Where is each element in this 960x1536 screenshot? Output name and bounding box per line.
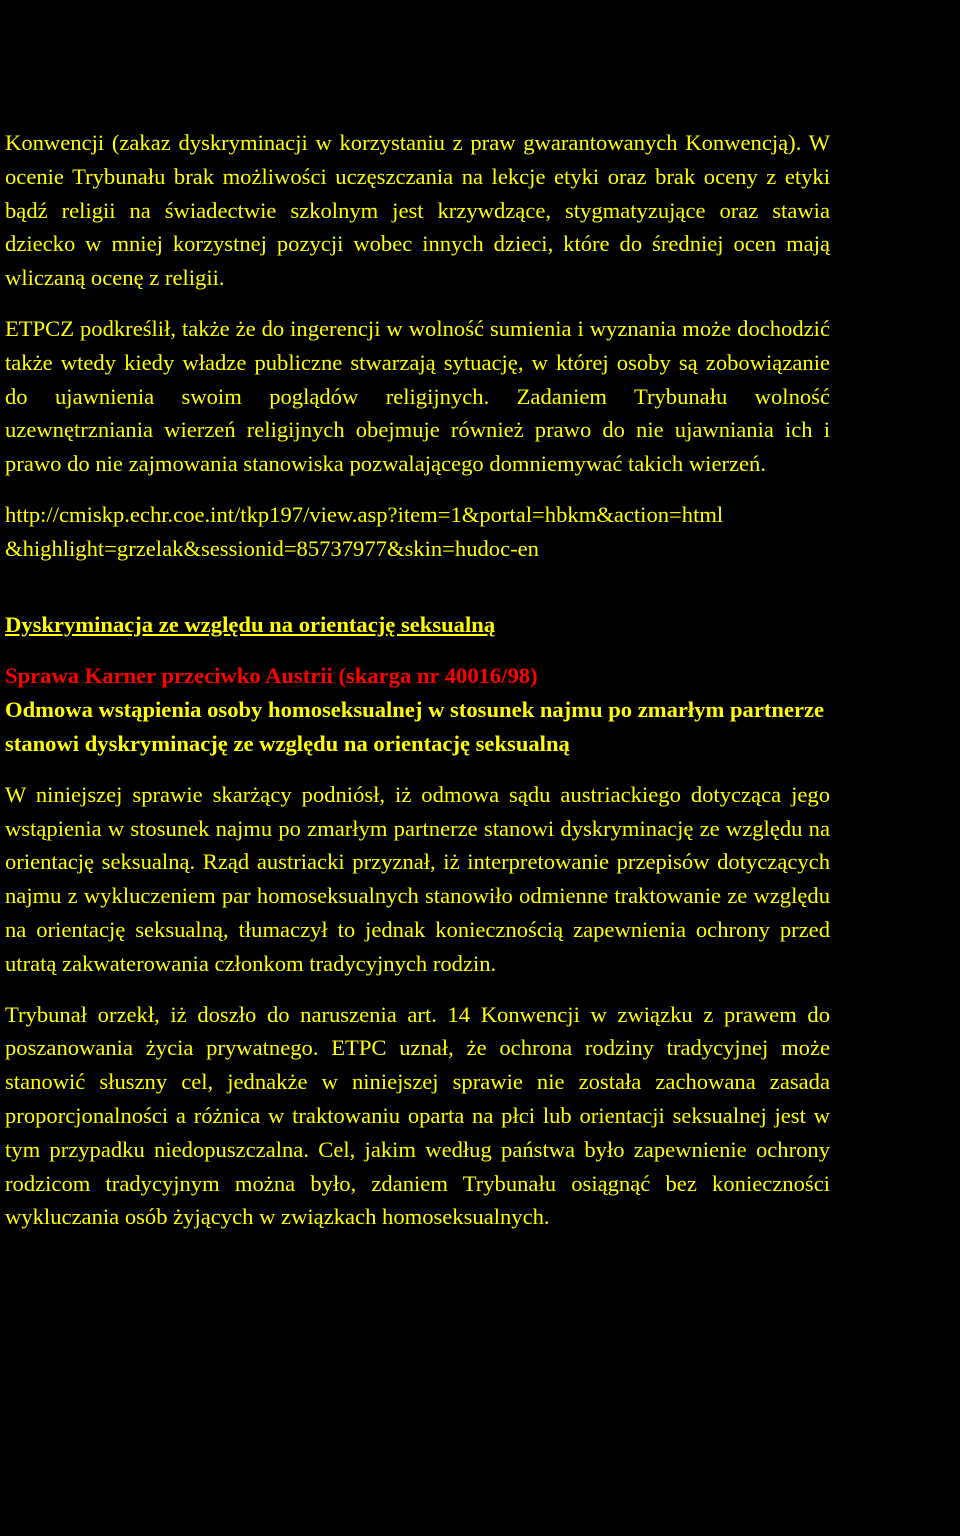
source-url: [5, 498, 825, 566]
paragraph-discrimination-religion: Konwencji (zakaz dyskryminacji w korzystaniu z praw gwarantowanych Konwencją). W ocenie Trybunału brak możliwości uczęszczania na lekcje etyki oraz brak oceny z etyki bądź religii na świadectwie szkolnym jest krzywdzące, stygmatyzujące oraz stawia dziecko w mniej korzystnej pozycji wobec innych dzieci, które do średniej ocen mają wliczaną ocenę z religii.: [5, 130, 830, 291]
source-url-line-2: &highlight=grzelak&sessionid=85737977&skin=hudoc-en: [5, 535, 539, 561]
paragraph-court-ruling: Trybunał orzekł, iż doszło do naruszenia art. 14 Konwencji w związku z prawem do poszanowania życia prywatnego. ETPC uznał, że ochrona rodziny tradycyjnej może stanowić słuszny cel, jednakże w niniejszej sprawie nie została zachowana zasada proporcjonalności a różnica w traktowaniu oparta na płci lub orientacji seksualnej jest w tym przypadku niedopuszczalna. Cel, jakim według państwa było zapewnienie ochrony rodzicom tradycyjnym można było, zdaniem Trybunału osiągnąć bez konieczności wykluczania osób żyjących w związkach homoseksualnych.: [5, 1001, 830, 1230]
paragraph-freedom-of-conscience: ETPCZ podkreślił, także że do ingerencji w wolność sumienia i wyznania może dochodzić także wtedy kiedy władze publiczne stwarzają sytuację, w której osoby są zobowiązanie do ujawnienia swoim poglądów religijnych. Zadaniem Trybunału wolność uzewnętrzniania wierzeń religijnych obejmuje również prawo do nie ujawniania ich i prawo do nie zajmowania stanowiska pozwalającego domniemywać takich wierzeń.: [5, 315, 830, 477]
case-title: Sprawa Karner przeciwko Austrii (skarga nr 40016/98): [5, 663, 538, 689]
paragraph-case-facts: W niniejszej sprawie skarżący podniósł, iż odmowa sądu austriackiego dotycząca jego wstąpienia w stosunek najmu po zmarłym partnerze stanowi dyskryminację ze względu na orientację seksualną. Rząd austriacki przyznał, iż interpretowanie przepisów dotyczących najmu z wykluczeniem par homoseksualnych stanowiło odmienne traktowanie ze względu na orientację seksualną, tłumaczył to jednak koniecznością zapewnienia ochrony przed utratą zakwaterowania członkom tradycyjnych rodzin.: [5, 781, 830, 976]
section-heading: Dyskryminacja ze względu na orientację seksualną: [5, 611, 496, 637]
source-url-line-1: http://cmiskp.echr.coe.int/tkp197/view.asp?item=1&portal=hbkm&action=html: [5, 501, 724, 527]
document-page: [5, 126, 830, 1234]
case-subtitle: Odmowa wstąpienia osoby homoseksualnej w stosunek najmu po zmarłym partnerze stanowi dyskryminację ze względu na orientację seksualną: [5, 697, 825, 756]
